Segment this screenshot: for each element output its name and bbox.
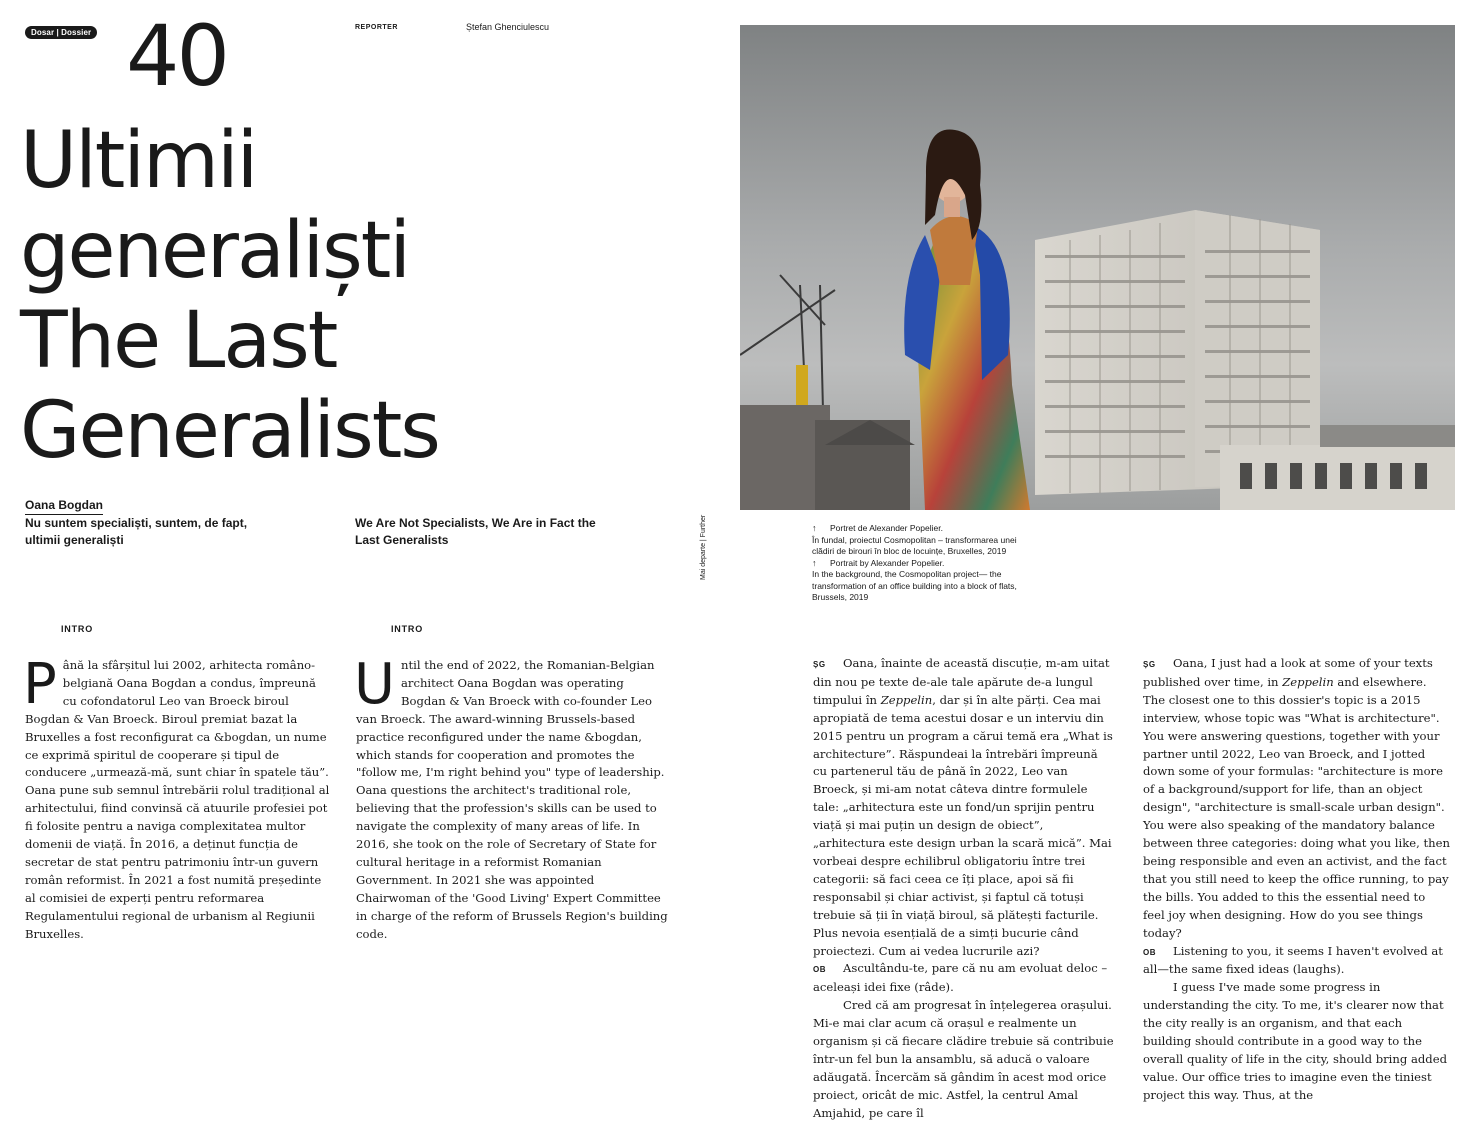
answer-text: Listening to you, it seems I haven't evolved at all—the same fixed ideas (laughs). xyxy=(1143,943,1443,977)
question-text: Oana, I just had a look at some of your texts published over time, in xyxy=(1143,656,1433,689)
intro-label-ro: INTRO xyxy=(61,624,93,634)
headline-en-line-2: Generalists xyxy=(20,386,439,476)
caption-en xyxy=(812,558,1022,604)
intro-label-en: INTRO xyxy=(391,624,423,634)
question-ro xyxy=(813,655,1115,960)
magazine-title: Zeppelin xyxy=(1282,674,1334,689)
question-text: and elsewhere. The closest one to this dossier's topic is a 2015 interview, whose topic was "What is architecture". You were answering questions, together with your partner until 2022, Leo van Broeck, and I jotted down some of your formulas: "architecture is more of a background/support for life, than an object design", "architecture is small-scale urban design". You were also speaking of the mandatory balance between three categories: doing what you like, then being responsible and even an activist, and the fact that you still need to keep the office running, to pay the bills. You added to this the essential need to feel joy when designing. How do you see things today? xyxy=(1143,674,1450,940)
vertical-tag xyxy=(700,500,710,580)
subtitle-en: We Are Not Specialists, We Are in Fact the Last Generalists xyxy=(355,516,596,547)
subtitle-ro: Nu suntem specialiști, suntem, de fapt, ultimii generaliști xyxy=(25,516,248,547)
portrait-photo-illustration xyxy=(740,25,1455,510)
portrait-photo xyxy=(740,25,1455,510)
intro-text-ro xyxy=(23,652,333,944)
speaker-label: OB xyxy=(813,965,826,975)
dropcap-ro: P xyxy=(23,652,57,717)
speaker-label: OB xyxy=(1143,947,1156,957)
answer-en xyxy=(1143,943,1450,980)
interview-column-en xyxy=(1143,655,1450,1105)
section-tag: Dosar | Dossier xyxy=(25,26,97,39)
reporter-label: REPORTER xyxy=(355,24,398,31)
answer-text: Ascultându-te, pare că nu am evoluat deloc – aceleași idei fixe (râde). xyxy=(813,961,1108,995)
answer-text: I guess I've made some progress in understanding the city. To me, it's clearer now that the city really is an organism, and that each building should contribute in a good way to the overall quality of life in the city, should bring added value. Our office tries to imagine even the tiniest project this way. Thus, at the xyxy=(1143,980,1448,1102)
caption-ro xyxy=(812,523,1022,558)
caption-ro-line-1: Portret de Alexander Popelier. xyxy=(830,523,943,533)
headline xyxy=(20,116,720,476)
headline-ro-line-2: generaliști xyxy=(20,206,410,296)
subject-name: Oana Bogdan xyxy=(25,498,103,515)
caption-en-line-1: Portrait by Alexander Popelier. xyxy=(830,557,945,568)
headline-en-line-1: The Last xyxy=(20,296,337,386)
intro-body-ro: ână la sfârșitul lui 2002, arhitecta româno-belgiană Oana Bogdan a condus, împreună cu cofondatorul Leo van Broeck biroul Bogdan & Van Broeck. Biroul premiat bazat la Bruxelles a fost reconfigurat ca &bogdan, un nume ce exprimă spiritul de cooperare și tipul de conducere „urmează-mă, sunt chiar în spatele tău”. Oana pune sub semnul întrebării rolul tradițional al arhitectului, fiind convinsă că atuurile profesiei pot fi folosite pentru a naviga complexitatea multor domenii de viață. În 2016, a deținut funcția de secretar de stat pentru patrimoniu într-un guvern român reformist. În 2021 a fost numită președinte al comisiei de experți pentru reformarea Regulamentului regional de urbanism al Regiunii Bruxelles. xyxy=(25,658,330,941)
caption-en-rest: In the background, the Cosmopolitan project— the transformation of an office building into a block of flats, Brussels, 2019 xyxy=(812,569,1017,602)
answer-text: Cred că am progresat în înțelegerea orașului. Mi-e mai clar acum că orașul e realmente un organism și că fiecare clădire trebuie să contribuie într-un fel bun la ansamblu, să aducă o valoare adăugată. Încercăm să gândim în acest mod orice proiect, oricât de mic. Astfel, la centrul Amal Amjahid, pe care îl xyxy=(813,998,1114,1120)
question-text: Oana, înainte de această discuție, m-am uitat din nou pe texte de-ale tale apărute de-a lungul timpului în xyxy=(813,656,1110,707)
question-text: , dar și în alte părți. Cea mai apropiată de tema acestui dosar e un interviu din 2015 pentru un program a cărui temă era „What is architecture”. Răspundeai la întrebări împreună cu partenerul tău de până în 2022, Leo van Broeck, și mi-am notat câteva dintre formulele tale: „arhitectura este un fond/un sprijin pentru viață și mai puțin un design de obiect”, „arhitectura este design urban la scară mică”. Mai vorbeai despre echilibrul obligatoriu între trei categorii: să faci ceea ce îți place, apoi să fii responsabil și chiar activist, și faptul că totuși trebuie să ții în viață biroul, să plătești facturile. Plus nevoia esențială de a simți bucurie când proiectezi. Cum ai vedea lucrurile azi? xyxy=(813,692,1113,958)
magazine-title: Zeppelin xyxy=(880,692,933,707)
dropcap-en: U xyxy=(354,652,395,717)
vertical-tag-text: Mai departe | Further xyxy=(700,514,707,580)
answer-ro-continued xyxy=(813,997,1115,1122)
interview-column-ro xyxy=(813,655,1115,1123)
intro-body-en: ntil the end of 2022, the Romanian-Belgian architect Oana Bogdan was operating Bogdan & Van Broeck with co-founder Leo van Broeck. The award-winning Brussels-based practice reconfigured under the name &bogdan, which stands for cooperation and promotes the "follow me, I'm right behind you" type of leadership. Oana questions the architect's traditional role, believing that the profession's skills can be used to navigate the complexity of many areas of life. In 2016, she took on the role of Secretary of State for cultural heritage in a reformist Romanian Government. In 2021 she was appointed Chairwoman of the 'Good Living' Expert Committee in charge of the reform of Brussels Region's building code. xyxy=(356,658,668,941)
reporter-name: Ștefan Ghenciulescu xyxy=(466,22,550,32)
photo-caption xyxy=(812,523,1022,604)
intro-text-en xyxy=(354,652,669,944)
arrow-up-icon: ↑ xyxy=(812,523,817,533)
answer-ro xyxy=(813,960,1115,997)
question-en xyxy=(1143,655,1450,943)
answer-en-continued xyxy=(1143,979,1450,1104)
arrow-up-icon: ↑ xyxy=(812,557,817,568)
issue-number: 40 xyxy=(126,7,227,105)
headline-ro-line-1: Ultimii xyxy=(20,116,257,206)
speaker-label: ȘG xyxy=(1143,660,1156,669)
speaker-label: ȘG xyxy=(813,660,826,669)
caption-ro-rest: În fundal, proiectul Cosmopolitan – transformarea unei clădiri de birouri în bloc de locuințe, Bruxelles, 2019 xyxy=(812,534,1017,556)
